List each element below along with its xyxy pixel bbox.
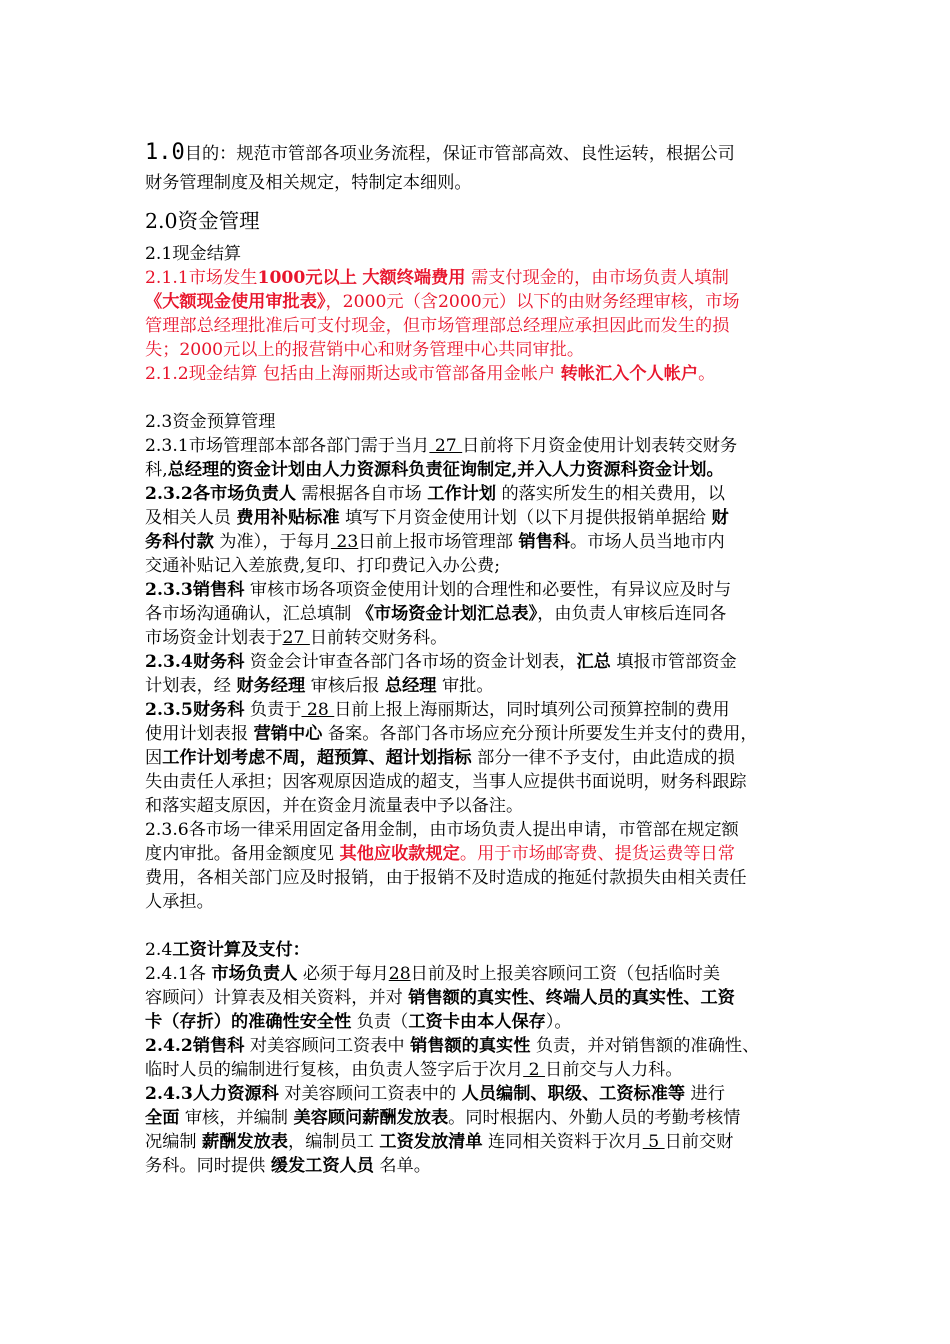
text-span: 审批。 — [441, 676, 494, 696]
paragraph-line — [145, 962, 835, 986]
text-span: 填写下月资金使用计划（以下月提供报销单据给 — [345, 508, 706, 528]
paragraph-line — [145, 794, 835, 818]
underlined-value: 27 — [282, 628, 310, 648]
paragraph-line — [145, 530, 835, 554]
paragraph-line — [145, 1010, 835, 1034]
text-span: 审核，并编制 — [184, 1108, 288, 1128]
emphasis-text: 《大额现金使用审批表》 — [145, 292, 326, 312]
emphasis-text: 总经理 — [384, 676, 437, 696]
emphasis-text: 销售额的真实性 — [410, 1036, 531, 1056]
text-span: 2.1.1市场发生 — [145, 268, 258, 288]
text-span: 失；2000元以上的报营销中心和财务管理中心共同审批。 — [145, 340, 585, 360]
subsection-title: 2.3资金预算管理 — [145, 412, 276, 432]
paragraph-line — [145, 434, 835, 458]
text-span: 度内审批。备用金额度见 — [145, 844, 335, 864]
text-span: 的落实所发生的相关费用，以 — [501, 484, 725, 504]
emphasis-text: 2.3.4财务科 — [145, 652, 245, 672]
text-span: ）。 — [545, 1012, 572, 1032]
purpose-line-1 — [145, 138, 835, 168]
text-span: 各市场沟通确认，汇总填制 — [145, 604, 352, 624]
text-span: 日前交与人力科。 — [545, 1060, 683, 1080]
text-span: ，编制员工 — [288, 1132, 374, 1152]
text-span: 管理部总经理批准后可支付现金，但市场管理部总经理应承担因此而发生的损 — [145, 316, 730, 336]
text-span: 日前及时上报美容顾问工资（包括临时美 — [410, 964, 721, 984]
text-span: 连同相关资料于次月 — [488, 1132, 643, 1152]
text-span: 必须于每月 — [302, 964, 389, 984]
text-span: 使用计划表报 — [145, 724, 249, 744]
text-span: 名单。 — [379, 1156, 431, 1176]
emphasis-text: 缓发工资人员 — [270, 1156, 374, 1176]
emphasis-text: 工作计划考虑不周，超预算、超计划指标 — [162, 748, 472, 768]
text-span: 2.4 — [145, 940, 173, 960]
text-span: 为准），于每月 — [219, 532, 331, 552]
paragraph-line — [145, 482, 835, 506]
text-span: 审核市场各项资金使用计划的合理性和必要性，有异议应及时与 — [249, 580, 732, 600]
document-body — [145, 138, 835, 1178]
emphasis-text: 转帐汇入个人帐户 — [560, 364, 699, 384]
text-span: 需根据各自市场 — [301, 484, 422, 504]
paragraph-line — [145, 674, 835, 698]
paragraph-line — [145, 266, 835, 290]
text-span: 2.4.1各 — [145, 964, 206, 984]
emphasis-text: 总经理的资金计划由人力资源科负责征询制定,并入人力资源科资金计划。 — [167, 460, 724, 480]
text-span: 费用，各相关部门应及时报销，由于报销不及时造成的拖延付款损失由相关责任 — [145, 868, 747, 888]
purpose-line-2 — [145, 168, 835, 198]
text-span: 人承担。 — [145, 892, 214, 912]
underlined-value: 27 — [429, 436, 463, 456]
text-span: 务科。同时提供 — [145, 1156, 266, 1176]
emphasis-text: 营销中心 — [253, 724, 323, 744]
text-span: 况编制 — [145, 1132, 197, 1152]
emphasis-text: 销售科 — [518, 532, 571, 552]
text-span: 计划表，经 — [145, 676, 231, 696]
text-span: 对美容顾问工资表中 — [249, 1036, 405, 1056]
text-span: 和落实超支原因，并在资金月流量表中予以备注。 — [145, 796, 524, 816]
text-span: 。市场人员当地市内 — [570, 532, 725, 552]
emphasis-text: 2.3.5财务科 — [145, 700, 245, 720]
emphasis-text: 财务经理 — [236, 676, 306, 696]
text-span: 填报市管部资金 — [616, 652, 737, 672]
paragraph-line — [145, 314, 835, 338]
section-number: 1.0 — [145, 140, 185, 165]
paragraph-line — [145, 1106, 835, 1130]
text-span: 日前转交财务科。 — [309, 628, 448, 648]
text-span: 临时人员的编制进行复核，由负责人签字后于次月 — [145, 1060, 524, 1080]
paragraph-line — [145, 1154, 835, 1178]
paragraph-line — [145, 602, 835, 626]
text-span: 日前上报上海丽斯达，同时填列公司预算控制的费用 — [334, 700, 730, 720]
text-span: 交通补贴记入差旅费,复印、打印费记入办公费; — [145, 556, 501, 576]
paragraph-line — [145, 890, 835, 914]
purpose-text: 目的：规范市管部各项业务流程，保证市管部高效、良性运转，根据公司 — [184, 144, 735, 164]
paragraph-line — [145, 554, 835, 578]
paragraph-line — [145, 770, 835, 794]
emphasis-text: 2.3.2各市场负责人 — [145, 484, 296, 504]
text-span: 资金会计审查各部门各市场的资金计划表， — [249, 652, 577, 672]
text-span: 2.3.1市场管理部本部各部门需于当月 — [145, 436, 430, 456]
purpose-text: 财务管理制度及相关规定，特制定本细则。 — [145, 173, 472, 193]
paragraph-line — [145, 362, 835, 386]
section-heading: 2.0资金管理 — [145, 209, 260, 233]
text-span: 需支付现金的，由市场负责人填制 — [470, 268, 729, 288]
text-span: 市场资金计划表于 — [145, 628, 283, 648]
paragraph-line — [145, 626, 835, 650]
text-span: 部分一律不予支付，由此造成的损 — [477, 748, 735, 768]
emphasis-text: 工资计算及支付： — [172, 940, 310, 960]
emphasis-text: 全面 — [145, 1108, 180, 1128]
emphasis-text: 工资发放清单 — [379, 1132, 483, 1152]
emphasis-text: 其他应收款规定 — [339, 844, 460, 864]
text-span: 负责于 — [249, 700, 302, 720]
emphasis-text: 卡（存折）的准确性安全性 — [145, 1012, 352, 1032]
subsection-title: 2.1现金结算 — [145, 244, 242, 264]
text-span: 。同时根据内、外勤人员的考勤考核情 — [448, 1108, 741, 1128]
emphasis-text: 薪酬发放表 — [202, 1132, 288, 1152]
emphasis-text: 市场负责人 — [211, 964, 298, 984]
paragraph-line — [145, 722, 835, 746]
underlined-value: 5 — [642, 1132, 665, 1152]
text-span: 审核后报 — [310, 676, 380, 696]
text-span: ，2000元（含2000元）以下的由财务经理审核，市场 — [325, 292, 740, 312]
emphasis-text: 汇总 — [576, 652, 611, 672]
text-span: 对美容顾问工资表中的 — [284, 1084, 457, 1104]
paragraph-line — [145, 1058, 835, 1082]
text-span: 2.1.2现金结算 包括由上海丽斯达或市管部备用金帐户 — [145, 364, 556, 384]
text-span: 容顾问）计算表及相关资料，并对 — [145, 988, 403, 1008]
text-span: 科, — [145, 460, 168, 480]
text-span: 负责（ — [356, 1012, 409, 1032]
emphasis-text: 工资卡由本人保存 — [408, 1012, 546, 1032]
text-span: 失由责任人承担；因客观原因造成的超支，当事人应提供书面说明，财务科跟踪 — [145, 772, 747, 792]
underlined-value: 28 — [301, 700, 335, 720]
paragraph-line — [145, 1130, 835, 1154]
text-span: 及相关人员 — [145, 508, 231, 528]
emphasis-text: 2.4.2销售科 — [145, 1036, 245, 1056]
text-span: 负责，并对销售额的准确性、 — [535, 1036, 760, 1056]
paragraph-line — [145, 650, 835, 674]
text-span: 备案。各部门各市场应充分预计所要发生并支付的费用， — [327, 724, 758, 744]
text-span: 日前将下月资金使用计划表转交财务 — [462, 436, 738, 456]
emphasis-text: 销售额的真实性、终端人员的真实性、工资 — [408, 988, 735, 1008]
text-span: 。 — [698, 364, 716, 384]
paragraph-line — [145, 1082, 835, 1106]
emphasis-text: 2.4.3人力资源科 — [145, 1084, 279, 1104]
paragraph-line — [145, 986, 835, 1010]
paragraph-line — [145, 818, 835, 842]
underlined-value: 23 — [330, 532, 359, 552]
paragraph-line — [145, 746, 835, 770]
subsection-title — [145, 938, 835, 962]
emphasis-text: 1000元以上 — [257, 268, 357, 288]
text-span: 进行 — [690, 1084, 725, 1104]
emphasis-text: 财 — [711, 508, 729, 528]
paragraph-line — [145, 866, 835, 890]
text-span: 日前交财 — [664, 1132, 734, 1152]
emphasis-text: 人员编制、职级、工资标准等 — [461, 1084, 686, 1104]
paragraph-line — [145, 290, 835, 314]
paragraph-line — [145, 458, 835, 482]
emphasis-text: 务科付款 — [145, 532, 214, 552]
text-span: 因 — [145, 748, 163, 768]
paragraph-line — [145, 698, 835, 722]
text-span: 2.3.6各市场一律采用固定备用金制，由市场负责人提出申请，市管部在规定额 — [145, 820, 739, 840]
paragraph-line — [145, 1034, 835, 1058]
paragraph-line — [145, 842, 835, 866]
paragraph-line — [145, 578, 835, 602]
text-span: 日前上报市场管理部 — [358, 532, 513, 552]
emphasis-text: 2.3.3销售科 — [145, 580, 245, 600]
emphasis-text: 《市场资金计划汇总表》 — [356, 604, 538, 624]
underlined-value: 28 — [388, 964, 411, 984]
text-span: 。用于市场邮寄费、提货运费等日常 — [459, 844, 735, 864]
underlined-value: 2 — [523, 1060, 546, 1080]
emphasis-text: 大额终端费用 — [362, 268, 466, 288]
paragraph-line — [145, 506, 835, 530]
paragraph-line — [145, 338, 835, 362]
emphasis-text: 美容顾问薪酬发放表 — [293, 1108, 449, 1128]
text-span: ，由负责人审核后连同各 — [537, 604, 727, 624]
emphasis-text: 工作计划 — [427, 484, 497, 504]
emphasis-text: 费用补贴标准 — [236, 508, 340, 528]
